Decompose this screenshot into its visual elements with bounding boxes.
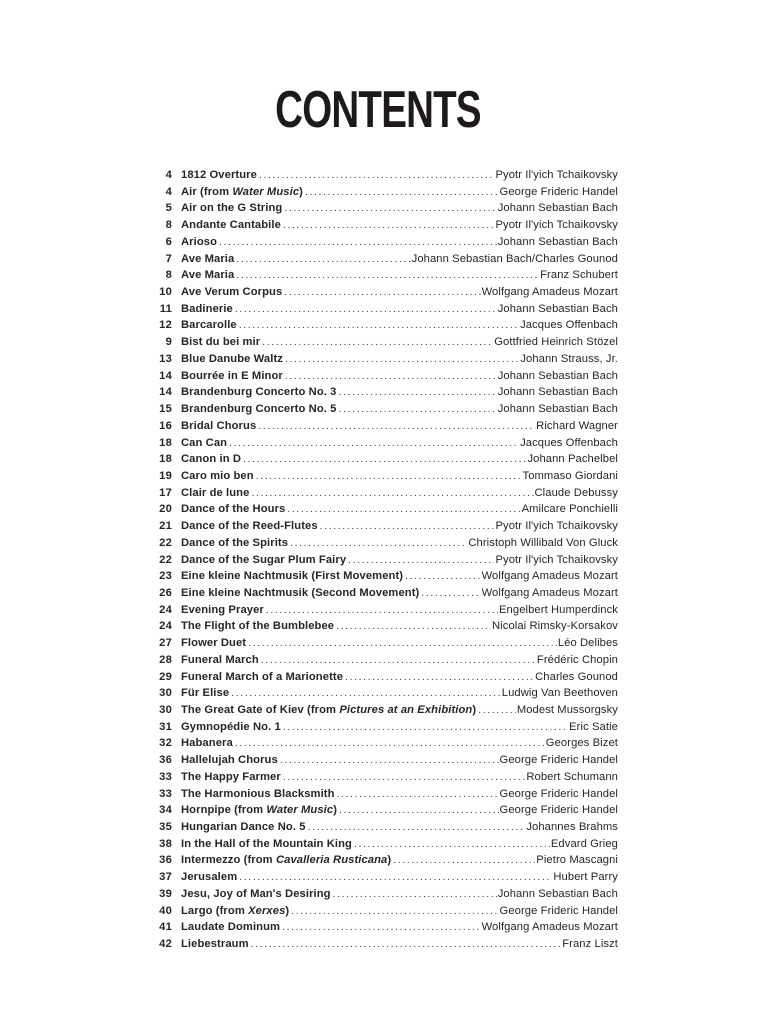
toc-dot-leader <box>251 936 562 953</box>
toc-entry-title <box>181 167 257 184</box>
toc-entry-title <box>181 618 334 635</box>
toc-dot-leader <box>258 418 535 435</box>
toc-page-number: 33 <box>159 770 172 783</box>
toc-dot-leader <box>219 234 497 251</box>
toc-dot-leader <box>333 886 497 903</box>
toc-composer: George Frideric Handel <box>499 904 618 917</box>
toc-row <box>120 903 618 920</box>
toc-dot-leader <box>283 719 568 736</box>
toc-dot-leader <box>236 251 410 268</box>
toc-page-number: 32 <box>159 737 172 750</box>
toc-page-number: 29 <box>159 670 172 683</box>
toc-title-italic-segment: Water Music <box>266 804 334 817</box>
toc-composer: George Frideric Handel <box>499 804 618 817</box>
toc-composer: Franz Liszt <box>562 938 618 951</box>
toc-dot-leader <box>282 919 480 936</box>
toc-title-segment: Jerusalem <box>181 871 238 884</box>
toc-row <box>120 886 618 903</box>
toc-row <box>120 317 618 334</box>
toc-entry-title <box>181 819 306 836</box>
toc-title-segment: Clair de lune <box>181 486 250 499</box>
toc-entry-title <box>181 384 337 401</box>
toc-entry-title <box>181 401 337 418</box>
toc-page-number: 24 <box>159 603 172 616</box>
toc-title-segment: 1812 Overture <box>181 169 257 181</box>
toc-composer: Georges Bizet <box>545 737 618 750</box>
toc-dot-leader <box>231 685 501 702</box>
toc-composer: Pyotr Il'yich Tchaikovsky <box>495 169 618 181</box>
toc-dot-leader <box>339 401 497 418</box>
toc-page-number: 34 <box>159 804 172 817</box>
toc-page-number: 36 <box>159 854 172 867</box>
toc-title-segment: Evening Prayer <box>181 603 264 616</box>
toc-dot-leader <box>478 702 516 719</box>
toc-entry-title <box>181 585 419 602</box>
toc-page-number: 4 <box>165 185 172 198</box>
toc-entry-title <box>181 234 217 251</box>
toc-composer: Johann Sebastian Bach <box>497 202 618 215</box>
toc-page-number: 30 <box>159 704 172 716</box>
toc-dot-leader <box>336 618 491 635</box>
toc-page-number: 37 <box>159 871 172 884</box>
toc-row <box>120 652 618 669</box>
toc-page-number: 26 <box>159 586 172 599</box>
toc-title-segment: Eine kleine Nachtmusik (Second Movement) <box>181 586 420 599</box>
toc-entry-title <box>181 786 335 803</box>
toc-title-segment: Badinerie <box>181 302 233 315</box>
toc-title-italic-segment: Pictures at an Exhibition <box>339 704 473 716</box>
toc-title-segment: Bist du bei mir <box>181 336 261 349</box>
toc-entry-title <box>181 368 283 385</box>
toc-composer: Edvard Grieg <box>550 837 618 850</box>
toc-page-number: 5 <box>165 202 172 215</box>
toc-title-segment: Can Can <box>181 436 228 449</box>
toc-dot-leader <box>354 836 550 853</box>
toc-row <box>120 752 618 769</box>
toc-entry-title <box>181 301 233 318</box>
toc-title-segment: Brandenburg Concerto No. 5 <box>181 403 337 416</box>
toc-dot-leader <box>283 217 495 234</box>
toc-entry-title <box>181 351 283 368</box>
toc-composer: Léo Delibes <box>557 637 618 650</box>
toc-composer: Franz Schubert <box>540 269 618 282</box>
toc-page-number: 4 <box>165 169 172 181</box>
toc-dot-leader <box>266 602 498 619</box>
toc-entry-title <box>181 886 331 903</box>
toc-composer: Christoph Willibald Von Gluck <box>468 536 618 549</box>
toc-entry-title <box>181 535 288 552</box>
toc-dot-leader <box>235 735 545 752</box>
toc-row <box>120 936 618 953</box>
toc-composer: Jacques Offenbach <box>520 319 618 332</box>
toc-composer: Pyotr Il'yich Tchaikovsky <box>495 520 618 533</box>
toc-row <box>120 418 618 435</box>
toc-list <box>120 167 618 953</box>
toc-title-segment: ) <box>333 804 338 817</box>
toc-title-segment: Habanera <box>181 737 233 750</box>
toc-title-italic-segment: Cavalleria Rusticana <box>275 854 388 867</box>
toc-page-number: 41 <box>159 921 172 934</box>
toc-title-segment: Eine kleine Nachtmusik (First Movement) <box>181 570 404 583</box>
toc-row <box>120 368 618 385</box>
toc-page-number: 12 <box>159 319 172 332</box>
toc-page-number: 18 <box>159 436 172 449</box>
toc-page-number: 20 <box>159 503 172 516</box>
toc-composer: Pietro Mascagni <box>536 854 618 867</box>
toc-dot-leader <box>239 869 552 886</box>
toc-row <box>120 217 618 234</box>
toc-row <box>120 786 618 803</box>
toc-title-segment: Air on the G String <box>181 202 283 215</box>
toc-dot-leader <box>290 535 467 552</box>
toc-title-segment: Laudate Dominum <box>181 921 281 934</box>
toc-title-segment: Dance of the Hours <box>181 503 286 516</box>
toc-page-number: 24 <box>159 620 172 633</box>
toc-page-number: 8 <box>165 219 172 232</box>
toc-entry-title <box>181 652 259 669</box>
toc-entry-title <box>181 217 281 234</box>
toc-page-number: 10 <box>159 286 172 299</box>
toc-title-segment: Liebestraum <box>181 938 249 951</box>
toc-composer: Wolfgang Amadeus Mozart <box>481 286 618 299</box>
toc-page-number: 14 <box>159 386 172 399</box>
toc-entry-title <box>181 719 281 736</box>
toc-dot-leader <box>259 167 495 184</box>
toc-dot-leader <box>229 435 519 452</box>
toc-entry-title <box>181 903 289 920</box>
toc-title-segment: Gymnopédie No. 1 <box>181 720 281 733</box>
toc-row <box>120 401 618 418</box>
toc-entry-title <box>181 552 346 569</box>
toc-title-segment: The Harmonious Blacksmith <box>181 787 335 800</box>
toc-dot-leader <box>285 368 497 385</box>
toc-row <box>120 501 618 518</box>
toc-composer: Wolfgang Amadeus Mozart <box>481 586 618 599</box>
toc-entry-title <box>181 267 234 284</box>
toc-page-number: 16 <box>159 419 172 432</box>
toc-page-number: 8 <box>165 269 172 282</box>
toc-row <box>120 485 618 502</box>
toc-title-segment: Flower Duet <box>181 637 247 650</box>
toc-entry-title <box>181 317 237 334</box>
toc-row <box>120 735 618 752</box>
toc-row <box>120 702 618 719</box>
toc-dot-leader <box>320 518 495 535</box>
toc-dot-leader <box>287 501 520 518</box>
toc-title-segment: ) <box>299 185 303 198</box>
toc-composer: Claude Debussy <box>534 486 618 499</box>
toc-title-segment: Bridal Chorus <box>181 419 257 432</box>
toc-row <box>120 184 618 201</box>
toc-page-number: 22 <box>159 553 172 566</box>
toc-composer: Robert Schumann <box>526 770 618 783</box>
toc-composer: Amilcare Ponchielli <box>521 503 618 516</box>
toc-dot-leader <box>393 852 535 869</box>
toc-page-number: 38 <box>159 837 172 850</box>
toc-entry-title <box>181 936 249 953</box>
toc-page-number: 15 <box>159 403 172 416</box>
toc-composer: Wolfgang Amadeus Mozart <box>481 570 618 583</box>
toc-page-number: 22 <box>159 536 172 549</box>
toc-composer: Engelbert Humperdinck <box>498 603 618 616</box>
toc-dot-leader <box>291 903 498 920</box>
toc-row <box>120 234 618 251</box>
toc-dot-leader <box>405 568 480 585</box>
toc-composer: Nicolai Rimsky-Korsakov <box>491 620 618 633</box>
toc-composer: Pyotr Il'yich Tchaikovsky <box>495 553 618 566</box>
toc-row <box>120 635 618 652</box>
toc-title-segment: Hornpipe (from <box>181 804 267 817</box>
toc-entry-title <box>181 435 227 452</box>
toc-composer: Pyotr Il'yich Tchaikovsky <box>495 219 618 232</box>
toc-composer: George Frideric Handel <box>499 754 618 767</box>
toc-title-segment: Caro mio ben <box>181 469 254 482</box>
toc-entry-title <box>181 769 281 786</box>
toc-page-number: 27 <box>159 637 172 650</box>
page-title-container <box>0 81 756 139</box>
toc-row <box>120 301 618 318</box>
toc-page-number: 36 <box>159 754 172 767</box>
toc-composer: Johann Sebastian Bach/Charles Gounod <box>411 252 618 265</box>
toc-row <box>120 819 618 836</box>
toc-entry-title <box>181 836 352 853</box>
toc-row <box>120 585 618 602</box>
toc-title-segment: ) <box>472 704 477 716</box>
toc-title-segment: Für Elise <box>181 687 230 700</box>
toc-row <box>120 451 618 468</box>
toc-dot-leader <box>345 669 534 686</box>
toc-page-number: 31 <box>159 720 172 733</box>
toc-page-number: 13 <box>159 352 172 365</box>
toc-dot-leader <box>243 451 526 468</box>
toc-title-segment: Arioso <box>181 235 218 248</box>
toc-entry-title <box>181 852 391 869</box>
toc-entry-title <box>181 735 233 752</box>
toc-entry-title <box>181 200 282 217</box>
toc-composer: Charles Gounod <box>535 670 618 683</box>
toc-composer: Johann Sebastian Bach <box>497 369 618 382</box>
toc-entry-title <box>181 602 264 619</box>
toc-entry-title <box>181 485 249 502</box>
toc-dot-leader <box>308 819 526 836</box>
toc-dot-leader <box>305 184 499 201</box>
toc-row <box>120 468 618 485</box>
toc-title-segment: The Great Gate of Kiev (from <box>181 704 340 716</box>
toc-title-segment: The Flight of the Bumblebee <box>181 620 335 633</box>
toc-title-segment: Dance of the Spirits <box>181 536 289 549</box>
toc-row <box>120 267 618 284</box>
toc-composer: Wolfgang Amadeus Mozart <box>481 921 618 934</box>
toc-title-segment: In the Hall of the Mountain King <box>181 837 352 850</box>
toc-entry-title <box>181 635 246 652</box>
toc-composer: Eric Satie <box>569 720 618 733</box>
toc-title-segment: Andante Cantabile <box>181 219 281 232</box>
toc-row <box>120 552 618 569</box>
toc-page-number: 7 <box>165 252 172 265</box>
toc-entry-title <box>181 518 318 535</box>
toc-composer: Johann Strauss, Jr. <box>520 352 618 365</box>
toc-title-segment: Bourrée in E Minor <box>181 369 283 382</box>
toc-dot-leader <box>339 384 497 401</box>
toc-row <box>120 919 618 936</box>
toc-title-segment: Hungarian Dance No. 5 <box>181 821 306 834</box>
toc-composer: Johannes Brahms <box>526 821 618 834</box>
toc-dot-leader <box>236 267 539 284</box>
toc-entry-title <box>181 251 234 268</box>
toc-composer: Hubert Parry <box>553 871 618 884</box>
toc-dot-leader <box>339 802 498 819</box>
toc-row <box>120 618 618 635</box>
toc-entry-title <box>181 702 476 719</box>
toc-composer: Modest Mussorgsky <box>516 704 618 716</box>
toc-composer: Gottfried Heinrich Stözel <box>494 336 618 349</box>
toc-title-italic-segment: Xerxes <box>248 904 286 917</box>
toc-title-segment: ) <box>387 854 392 867</box>
toc-row <box>120 284 618 301</box>
toc-title-segment: Ave Verum Corpus <box>181 286 283 299</box>
toc-composer: George Frideric Handel <box>499 787 618 800</box>
toc-title-segment: Intermezzo (from <box>181 854 276 867</box>
toc-composer: Jacques Offenbach <box>520 436 618 449</box>
toc-title-segment: Canon in D <box>181 453 242 466</box>
toc-title-segment: Hallelujah Chorus <box>181 754 278 767</box>
toc-composer: Ludwig Van Beethoven <box>501 687 618 700</box>
toc-dot-leader <box>421 585 480 602</box>
page-title: CONTENTS <box>275 81 481 139</box>
toc-composer: Johann Sebastian Bach <box>497 386 618 399</box>
toc-row <box>120 802 618 819</box>
toc-dot-leader <box>239 317 519 334</box>
toc-dot-leader <box>248 635 557 652</box>
toc-page-number: 40 <box>159 904 172 917</box>
toc-entry-title <box>181 568 403 585</box>
toc-row <box>120 200 618 217</box>
toc-dot-leader <box>283 769 525 786</box>
toc-entry-title <box>181 284 282 301</box>
toc-title-italic-segment: Water Music <box>232 185 300 198</box>
toc-title-segment: Blue Danube Waltz <box>181 352 283 365</box>
toc-row <box>120 535 618 552</box>
toc-row <box>120 435 618 452</box>
toc-title-segment: Barcarolle <box>181 319 237 332</box>
toc-page-number: 33 <box>159 787 172 800</box>
toc-entry-title <box>181 869 237 886</box>
toc-entry-title <box>181 669 343 686</box>
toc-page-number: 23 <box>159 570 172 583</box>
toc-dot-leader <box>285 351 519 368</box>
toc-composer: Johann Sebastian Bach <box>497 403 618 416</box>
toc-page-number: 6 <box>165 235 172 248</box>
toc-row <box>120 669 618 686</box>
toc-row <box>120 769 618 786</box>
toc-title-segment: Ave Maria <box>181 269 235 282</box>
toc-composer: Johann Sebastian Bach <box>497 235 618 248</box>
toc-title-segment: Brandenburg Concerto No. 3 <box>181 386 337 399</box>
toc-row <box>120 869 618 886</box>
toc-composer: George Frideric Handel <box>499 185 618 198</box>
toc-row <box>120 167 618 184</box>
toc-composer: Richard Wagner <box>536 419 618 432</box>
toc-title-segment: Dance of the Sugar Plum Fairy <box>181 553 347 566</box>
toc-title-segment: Largo (from <box>181 904 249 917</box>
toc-title-segment: Funeral March of a Marionette <box>181 670 344 683</box>
toc-row <box>120 568 618 585</box>
toc-page-number: 11 <box>159 302 172 315</box>
toc-dot-leader <box>235 301 497 318</box>
toc-title-segment: Jesu, Joy of Man's Desiring <box>181 887 331 900</box>
toc-entry-title <box>181 468 254 485</box>
toc-dot-leader <box>337 786 499 803</box>
toc-composer: Tommaso Giordani <box>522 469 618 482</box>
toc-entry-title <box>181 334 260 351</box>
toc-page-number: 39 <box>159 887 172 900</box>
toc-composer: Johann Sebastian Bach <box>497 302 618 315</box>
toc-page-number: 35 <box>159 821 172 834</box>
toc-dot-leader <box>261 652 536 669</box>
toc-row <box>120 836 618 853</box>
toc-title-segment: Funeral March <box>181 653 259 666</box>
toc-row <box>120 351 618 368</box>
toc-page-number: 14 <box>159 369 172 382</box>
toc-entry-title <box>181 685 229 702</box>
toc-page-number: 9 <box>165 336 172 349</box>
toc-dot-leader <box>348 552 494 569</box>
toc-row <box>120 719 618 736</box>
toc-composer: Frédéric Chopin <box>536 653 618 666</box>
toc-row <box>120 334 618 351</box>
toc-row <box>120 852 618 869</box>
toc-page-number: 21 <box>159 520 172 533</box>
toc-title-segment: Ave Maria <box>181 252 235 265</box>
toc-row <box>120 384 618 401</box>
toc-dot-leader <box>251 485 533 502</box>
toc-entry-title <box>181 451 241 468</box>
toc-row <box>120 685 618 702</box>
toc-entry-title <box>181 919 280 936</box>
toc-row <box>120 251 618 268</box>
toc-row <box>120 602 618 619</box>
toc-dot-leader <box>284 284 480 301</box>
toc-entry-title <box>181 752 278 769</box>
toc-page-number: 19 <box>159 469 172 482</box>
toc-page-number: 28 <box>159 653 172 666</box>
toc-page-number: 42 <box>159 938 172 951</box>
toc-page-number: 30 <box>159 687 172 700</box>
toc-dot-leader <box>256 468 522 485</box>
toc-row <box>120 518 618 535</box>
toc-entry-title <box>181 802 337 819</box>
toc-title-segment: ) <box>285 904 290 917</box>
toc-composer: Johann Sebastian Bach <box>497 887 618 900</box>
toc-page-number: 18 <box>159 453 172 466</box>
toc-title-segment: Dance of the Reed-Flutes <box>181 520 318 533</box>
toc-entry-title <box>181 501 285 518</box>
toc-page-number: 17 <box>159 486 172 499</box>
toc-dot-leader <box>280 752 499 769</box>
toc-dot-leader <box>284 200 496 217</box>
toc-title-segment: Air (from <box>181 185 233 198</box>
toc-composer: Johann Pachelbel <box>527 453 618 466</box>
toc-entry-title <box>181 184 303 201</box>
toc-dot-leader <box>262 334 493 351</box>
toc-entry-title <box>181 418 256 435</box>
toc-title-segment: The Happy Farmer <box>181 770 281 783</box>
